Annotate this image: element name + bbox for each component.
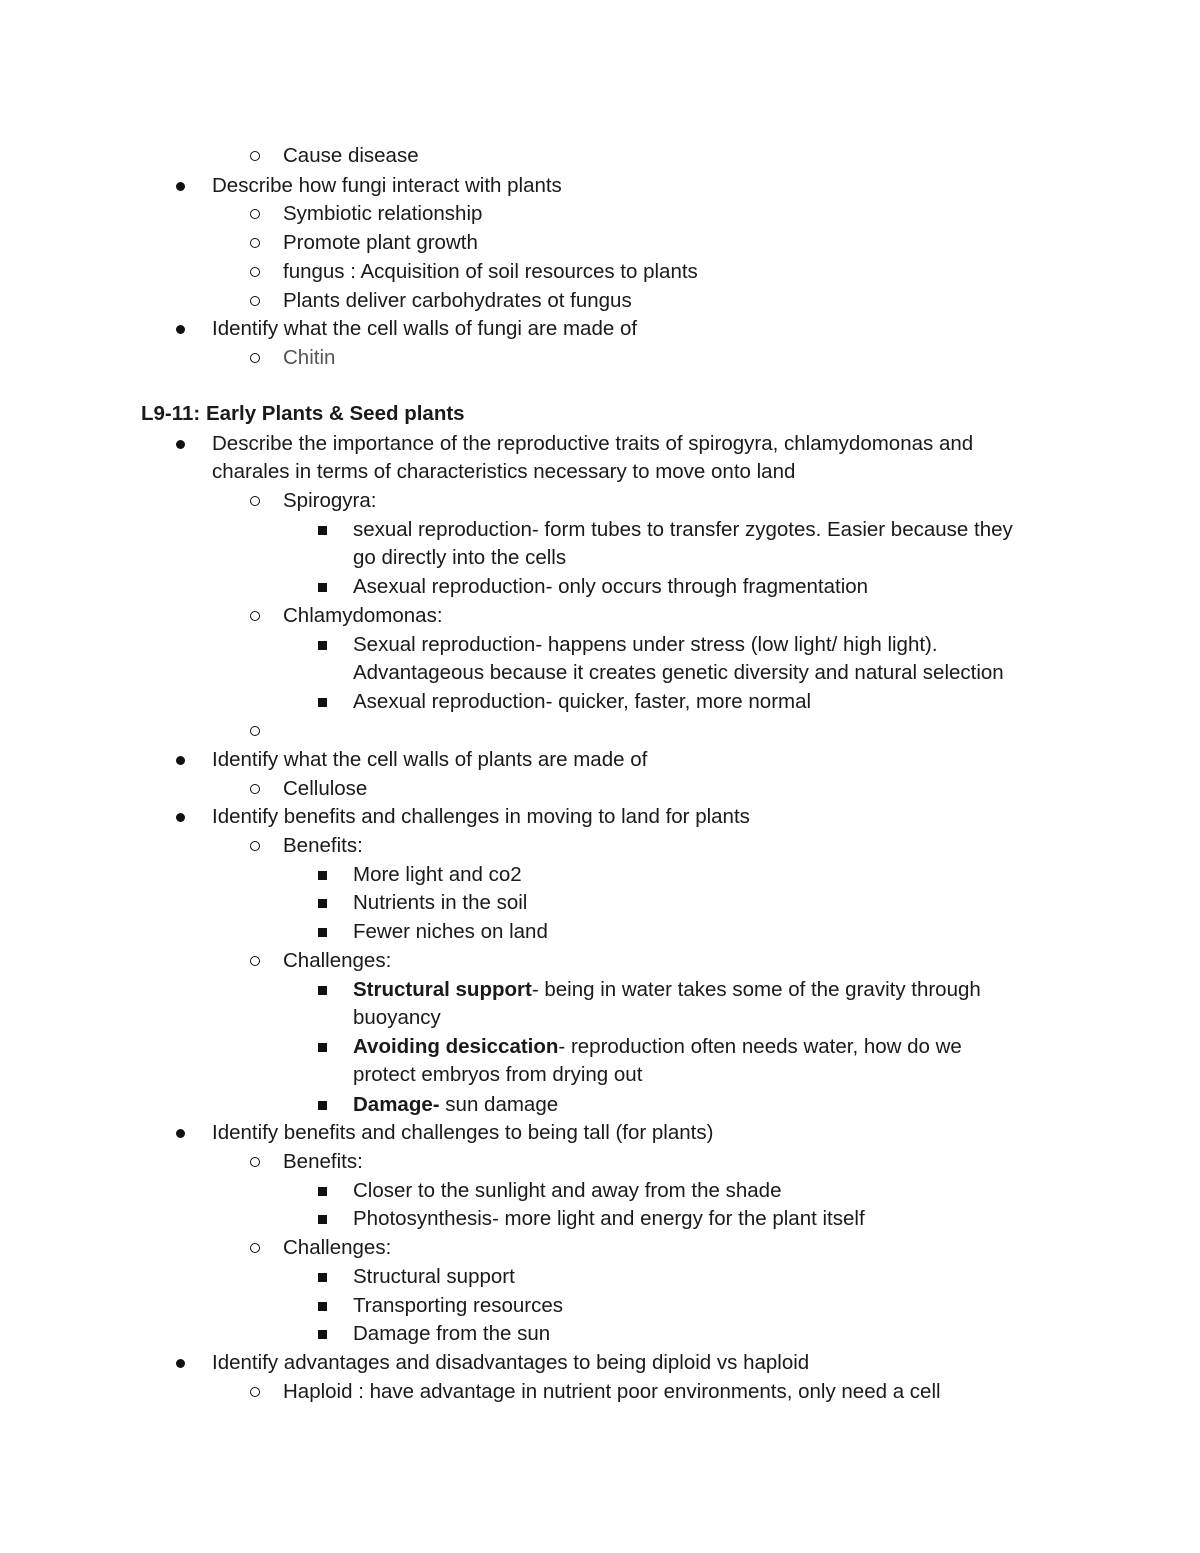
list-item: sexual reproduction- form tubes to transfer zygotes. Easier because they <box>353 518 1013 541</box>
list-item: Benefits: <box>283 1150 363 1173</box>
list-item: Challenges: <box>283 949 392 972</box>
list-item: Closer to the sunlight and away from the shade <box>353 1179 782 1202</box>
list-item: Describe how fungi interact with plants <box>212 174 562 197</box>
list-item: Fewer niches on land <box>353 920 548 943</box>
list-item: Asexual reproduction- quicker, faster, more normal <box>353 690 812 713</box>
list-item: Chlamydomonas: <box>283 604 443 627</box>
square-bullet-icon <box>318 986 327 995</box>
hollow-bullet-icon <box>250 238 260 248</box>
list-item: Identify advantages and disadvantages to being diploid vs haploid <box>212 1351 810 1374</box>
list-item: Benefits: <box>283 834 363 857</box>
list-item: Challenges: <box>283 1236 392 1259</box>
list-item: Asexual reproduction- only occurs through fragmentation <box>353 575 869 598</box>
list-item: Plants deliver carbohydrates ot fungus <box>283 289 632 312</box>
list-item: Damage from the sun <box>353 1322 551 1345</box>
list-item: Promote plant growth <box>283 231 478 254</box>
list-item <box>353 1091 558 1119</box>
list-item: Photosynthesis- more light and energy for the plant itself <box>353 1207 865 1230</box>
hollow-bullet-icon <box>250 353 260 363</box>
list-item: Transporting resources <box>353 1294 564 1317</box>
list-item: Cellulose <box>283 777 368 800</box>
bold-term: Avoiding desiccation <box>353 1035 559 1058</box>
hollow-bullet-icon <box>250 296 260 306</box>
hollow-bullet-icon <box>250 841 260 851</box>
list-item: Symbiotic relationship <box>283 202 483 225</box>
list-item: Identify benefits and challenges in moving to land for plants <box>212 805 750 828</box>
list-item-continuation: charales in terms of characteristics necessary to move onto land <box>212 460 796 483</box>
list-item: Nutrients in the soil <box>353 891 528 914</box>
list-item <box>353 1033 962 1061</box>
hollow-bullet-icon <box>250 611 260 621</box>
square-bullet-icon <box>318 1330 327 1339</box>
list-item-continuation: go directly into the cells <box>353 546 567 569</box>
term-description: - being in water takes some of the gravity through <box>531 978 981 1001</box>
hollow-bullet-icon <box>250 726 260 736</box>
hollow-bullet-icon <box>250 1243 260 1253</box>
hollow-bullet-icon <box>250 209 260 219</box>
bullet-icon <box>176 756 185 765</box>
list-item: Spirogyra: <box>283 489 377 512</box>
bold-term: Damage- <box>353 1093 440 1116</box>
square-bullet-icon <box>318 899 327 908</box>
list-item: Sexual reproduction- happens under stress (low light/ high light). <box>353 633 938 656</box>
hollow-bullet-icon <box>250 1157 260 1167</box>
square-bullet-icon <box>318 871 327 880</box>
list-item-continuation: Advantageous because it creates genetic diversity and natural selection <box>353 661 1004 684</box>
list-item: More light and co2 <box>353 863 522 886</box>
square-bullet-icon <box>318 1043 327 1052</box>
square-bullet-icon <box>318 583 327 592</box>
term-description: - reproduction often needs water, how do we <box>558 1035 962 1058</box>
square-bullet-icon <box>318 526 327 535</box>
term-description: sun damage <box>439 1093 559 1116</box>
list-item: Identify what the cell walls of fungi are made of <box>212 317 638 340</box>
bullet-icon <box>176 182 185 191</box>
list-item: Identify what the cell walls of plants are made of <box>212 748 648 771</box>
list-item: Cause disease <box>283 144 419 167</box>
square-bullet-icon <box>318 1273 327 1282</box>
list-item: Structural support <box>353 1265 515 1288</box>
hollow-bullet-icon <box>250 784 260 794</box>
square-bullet-icon <box>318 1101 327 1110</box>
hollow-bullet-icon <box>250 496 260 506</box>
bullet-icon <box>176 1359 185 1368</box>
hollow-bullet-icon <box>250 267 260 277</box>
list-item: Identify benefits and challenges to being tall (for plants) <box>212 1121 714 1144</box>
bullet-icon <box>176 440 185 449</box>
list-item: fungus : Acquisition of soil resources to plants <box>283 260 698 283</box>
bold-term: Structural support <box>353 978 532 1001</box>
square-bullet-icon <box>318 928 327 937</box>
list-item: Chitin <box>283 346 336 369</box>
list-item-continuation: buoyancy <box>353 1006 441 1029</box>
hollow-bullet-icon <box>250 1387 260 1397</box>
bullet-icon <box>176 325 185 334</box>
list-item: Describe the importance of the reproductive traits of spirogyra, chlamydomonas and <box>212 432 974 455</box>
bullet-icon <box>176 1129 185 1138</box>
list-item-continuation: protect embryos from drying out <box>353 1063 643 1086</box>
square-bullet-icon <box>318 641 327 650</box>
square-bullet-icon <box>318 1187 327 1196</box>
square-bullet-icon <box>318 698 327 707</box>
list-item <box>353 976 981 1004</box>
hollow-bullet-icon <box>250 151 260 161</box>
square-bullet-icon <box>318 1215 327 1224</box>
section-heading: L9-11: Early Plants & Seed plants <box>141 402 465 425</box>
list-item: Haploid : have advantage in nutrient poor environments, only need a cell <box>283 1380 941 1403</box>
bullet-icon <box>176 813 185 822</box>
hollow-bullet-icon <box>250 956 260 966</box>
square-bullet-icon <box>318 1302 327 1311</box>
